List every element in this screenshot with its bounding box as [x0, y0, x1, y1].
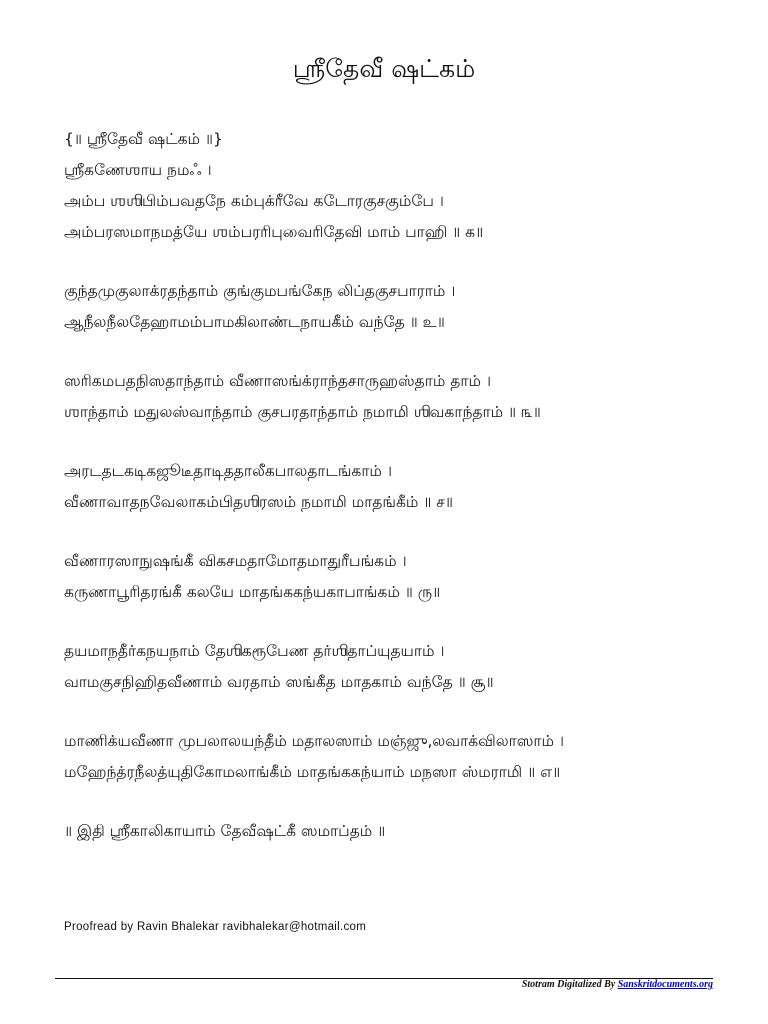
stanza-gap: [64, 248, 724, 276]
text-line: கருணாபூரிதரங்கீ கலயே மாதங்ககந்யகாபாங்கம் ॥ ரு॥: [64, 583, 441, 601]
proofread-credit: Proofread by Ravin Bhalekar ravibhalekar@hotmail.com: [64, 921, 367, 933]
text-line: ஸரிகமபதநிஸதாந்தாம் வீணாஸங்க்ராந்தசாருஹஸ்தாம் தாம் ।: [64, 372, 491, 390]
text-line: {॥ ஶ்ரீதேவீ ஷட்கம் ॥}: [64, 130, 223, 148]
text-line: ஆநீலநீலதேஹாமம்பாமகிலாண்டநாயகீம் வந்தே ॥ உ॥: [64, 313, 445, 331]
text-line: அம்ப ஶஶிபிம்பவதநே கம்புக்ரீவே கடோரகுசகும்பே ।: [64, 192, 444, 210]
text-line: மஹேந்த்ரநீலத்யுதிகோமலாங்கீம் மாதங்ககந்யாம் மநஸா ஸ்மராமி ॥ எ॥: [64, 763, 561, 781]
stanza-gap: [64, 788, 724, 816]
footer-label: Stotram Digitalized By: [521, 979, 616, 990]
text-line: குந்தமுகுலாக்ரதந்தாம் குங்குமபங்கேந லிப்தகுசபாராம் ।: [64, 282, 456, 300]
text-line: அம்பரஸமாநமத்யே ஶம்பரரிபுவைரிதேவி மாம் பாஹி ॥ க॥: [64, 223, 484, 241]
text-line: வீணாவாதநவேலாகம்பிதஶிரஸம் நமாமி மாதங்கீம் ॥ ச॥: [64, 493, 453, 511]
footer: [522, 979, 713, 990]
page-title: ஶ்ரீதேவீ ஷட்கம்: [292, 54, 476, 83]
text-line: ஶாந்தாம் மதுலஸ்வாந்தாம் குசபரதாந்தாம் நமாமி ஶிவகாந்தாம் ॥ ௩॥: [64, 403, 541, 421]
stanza-gap: [64, 338, 724, 366]
stanza-gap: [64, 698, 724, 726]
text-line: மாணிக்யவீணா முபலாலயந்தீம் மதாலஸாம் மஞ்ஜு,லவாக்விலாஸாம் ।: [64, 732, 565, 750]
text-line: அரடதடகடிகஜூடீதாடிததாலீகபாலதாடங்காம் ।: [64, 462, 392, 480]
text-line: ॥ இதி ஶ்ரீகாலிகாயாம் தேவீஷட்கீ ஸமாப்தம் ॥: [64, 822, 386, 840]
stanza-gap: [64, 518, 724, 546]
stanza-gap: [64, 428, 724, 456]
footer-link[interactable]: Sanskritdocuments.org: [617, 979, 713, 990]
text-line: ஶ்ரீகணேஶாய நமஃ ।: [64, 161, 212, 179]
stotram-body: [64, 124, 724, 847]
stanza-gap: [64, 608, 724, 636]
text-line: வீணாரஸாநுஷங்கீ விகசமதாமோதமாதுரீபங்கம் ।: [64, 552, 407, 570]
text-line: தயமாநதீர்கநயநாம் தேஶிகரூபேண தர்ஶிதாப்யுதயாம் ।: [64, 642, 445, 660]
text-line: வாமகுசநிஹிதவீணாம் வரதாம் ஸங்கீத மாதகாம் வந்தே ॥ சூ॥: [64, 673, 494, 691]
